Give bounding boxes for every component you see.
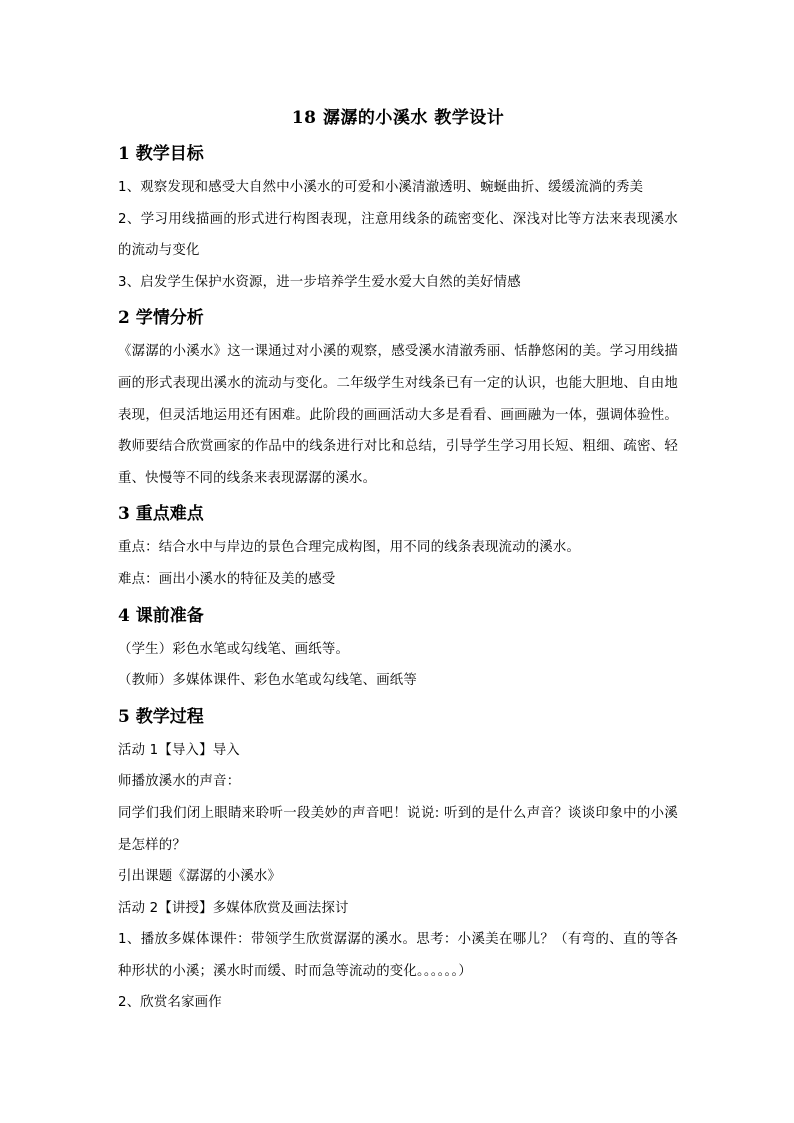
section-analysis: [118, 302, 678, 494]
section-heading-goals: 1 教学目标: [118, 144, 204, 164]
section-goals: [118, 138, 678, 298]
process-activity-1: 活动 1【导入】导入: [118, 742, 240, 758]
section-heading-preparation: 4 课前准备: [118, 605, 204, 626]
process-line: 1、播放多媒体课件：带领学生欣赏潺潺的溪水。思考：小溪美在哪儿？（有弯的、直的等各种形状的小溪；溪水时而缓、时而急等流动的变化。。。。。。）: [118, 932, 678, 979]
section-preparation: [118, 600, 678, 697]
process-activity-2: 活动 2【讲授】多媒体欣赏及画法探讨: [118, 900, 349, 916]
analysis-paragraph: 《潺潺的小溪水》这一课通过对小溪的观察，感受溪水清澈秀丽、恬静悠闲的美。学习用线描画的形式表现出溪水的流动与变化。二年级学生对线条已有一定的认识，也能大胆地、自由地表现，但灵活地运用还有困难。此阶段的画画活动大多是看看、画画融为一体，强调体验性。教师要结合欣赏画家的作品中的线条进行对比和总结，引导学生学习用长短、粗细、疏密、轻重、快慢等不同的线条来表现潺潺的溪水。: [118, 344, 678, 486]
goal-item-1: 1、观察发现和感受大自然中小溪水的可爱和小溪清澈透明、蜿蜒曲折、缓缓流淌的秀美: [118, 180, 644, 195]
keypoint-difficulty: 难点：画出小溪水的特征及美的感受: [118, 571, 336, 587]
preparation-teacher: （教师）多媒体课件、彩色水笔或勾线笔、画纸等: [118, 673, 417, 689]
process-line: 引出课题《潺潺的小溪水》: [118, 869, 282, 885]
process-line: 同学们我们闭上眼睛来聆听一段美妙的声音吧！说说: 听到的是什么声音？谈谈印象中的小溪是怎样的？: [118, 805, 678, 853]
keypoint-focus: 重点：结合水中与岸边的景色合理完成构图，用不同的线条表现流动的溪水。: [118, 540, 581, 556]
goal-item-3: 3、启发学生保护水资源，进一步培养学生爱水爱大自然的美好情感: [118, 274, 521, 290]
section-heading-analysis: 2 学情分析: [118, 308, 204, 329]
section-heading-process: 5 教学过程: [118, 706, 204, 727]
document-body: [118, 102, 678, 1019]
preparation-student: （学生）彩色水笔或勾线笔、画纸等。: [118, 641, 350, 657]
document-title: 18 潺潺的小溪水 教学设计: [291, 108, 505, 128]
process-line: 2、欣赏名家画作: [118, 995, 222, 1011]
section-process: [118, 701, 678, 1019]
goal-item-2: 2、学习用线描画的形式进行构图表现，注意用线条的疏密变化、深浅对比等方法来表现溪水的流动与变化: [118, 211, 678, 259]
section-heading-keypoints: 3 重点难点: [118, 504, 204, 525]
section-keypoints: [118, 498, 678, 595]
process-line: 师播放溪水的声音：: [118, 774, 241, 790]
